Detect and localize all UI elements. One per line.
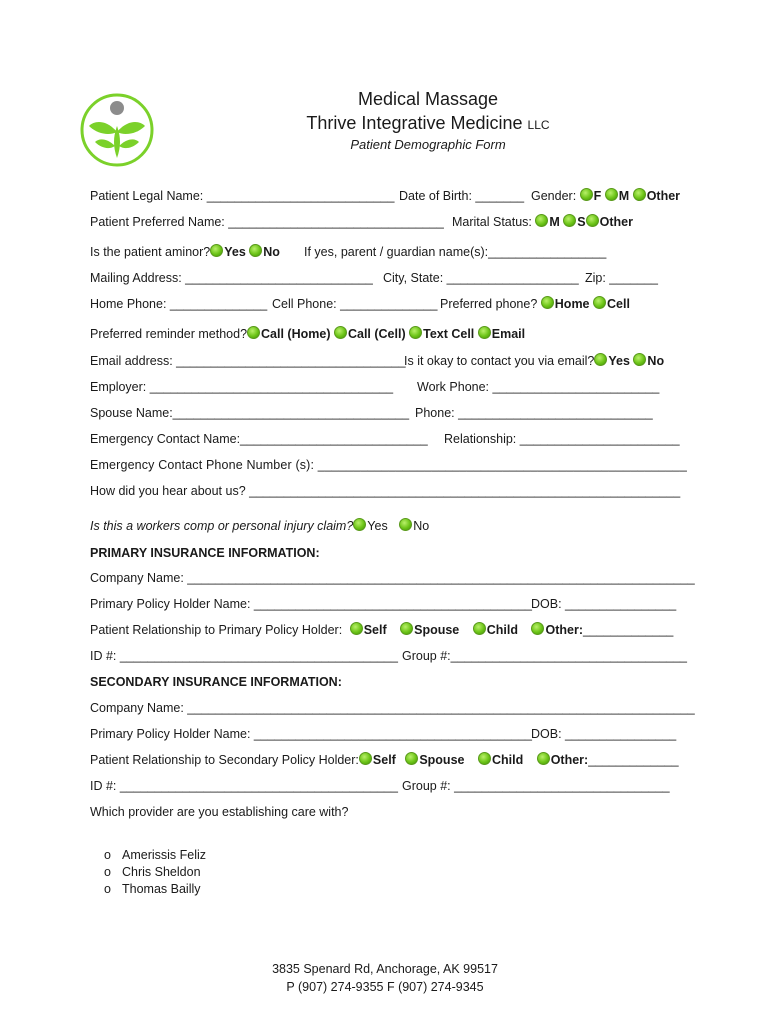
secondary-holder-field[interactable]: Primary Policy Holder Name: ________________________________________: [90, 727, 533, 741]
radio-pref-cell[interactable]: [593, 296, 606, 309]
radio-minor-no[interactable]: [249, 244, 262, 257]
radio-gender-f[interactable]: [580, 188, 593, 201]
reminder-opt-call-cell: Call (Cell): [347, 327, 406, 341]
radio-primary-spouse[interactable]: [400, 622, 413, 635]
org-name: [0, 113, 770, 134]
radio-marital-other[interactable]: [586, 214, 599, 227]
primary-dob-field[interactable]: DOB: ________________: [531, 597, 677, 611]
primary-holder-field[interactable]: Primary Policy Holder Name: ________________________________________: [90, 597, 533, 611]
marital-label: Marital Status:: [452, 215, 532, 229]
radio-reminder-email[interactable]: [478, 326, 491, 339]
gender-opt-f: F: [593, 189, 602, 203]
radio-minor-yes[interactable]: [210, 244, 223, 257]
form-title: Medical Massage: [357, 89, 499, 109]
gender-label: Gender:: [531, 189, 577, 203]
provider-bullet: o: [104, 882, 111, 896]
radio-secondary-other[interactable]: [537, 752, 550, 765]
radio-gender-m[interactable]: [605, 188, 618, 201]
mailing-address-field[interactable]: Mailing Address: ___________________________: [90, 271, 373, 285]
legal-name-field[interactable]: Patient Legal Name: ___________________________: [90, 189, 395, 203]
email-opt-yes: Yes: [608, 354, 630, 368]
secondary-group-field[interactable]: Group #: _______________________________: [402, 779, 670, 793]
radio-reminder-text[interactable]: [409, 326, 422, 339]
claim-opt-no: No: [413, 519, 430, 533]
home-phone-field[interactable]: Home Phone: ______________: [90, 297, 268, 311]
primary-group-field[interactable]: Group #:__________________________________: [402, 649, 688, 663]
pref-opt-home: Home: [554, 297, 590, 311]
minor-group: [90, 244, 280, 260]
emergency-contact-field[interactable]: Emergency Contact Name:___________________________: [90, 432, 428, 446]
primary-opt-spouse: Spouse: [414, 623, 460, 637]
primary-relationship-label: Patient Relationship to Primary Policy Holder:: [90, 623, 343, 637]
secondary-opt-other: Other:: [550, 753, 589, 767]
pref-phone-group: [440, 296, 630, 312]
minor-opt-yes: Yes: [224, 245, 246, 259]
reminder-group: [90, 326, 525, 342]
radio-primary-child[interactable]: [473, 622, 486, 635]
emergency-phone-field[interactable]: Emergency Contact Phone Number (s): ____________________________________________________: [90, 458, 688, 472]
spouse-phone-field[interactable]: Phone: ____________________________: [415, 406, 653, 420]
radio-secondary-self[interactable]: [359, 752, 372, 765]
email-opt-no: No: [647, 354, 665, 368]
radio-reminder-call-home[interactable]: [247, 326, 260, 339]
secondary-relationship-group: [90, 752, 679, 768]
reminder-opt-text: Text Cell: [423, 327, 475, 341]
marital-opt-m: M: [549, 215, 560, 229]
radio-marital-m[interactable]: [535, 214, 548, 227]
city-state-field[interactable]: City, State: ___________________: [383, 271, 579, 285]
form-subtitle: Patient Demographic Form: [350, 137, 506, 152]
secondary-opt-self: Self: [372, 753, 396, 767]
employer-field[interactable]: Employer: ___________________________________: [90, 380, 394, 394]
primary-id-field[interactable]: ID #: ________________________________________: [90, 649, 398, 663]
radio-primary-other[interactable]: [531, 622, 544, 635]
secondary-opt-child: Child: [491, 753, 524, 767]
work-phone-field[interactable]: Work Phone: ________________________: [417, 380, 660, 394]
radio-marital-s[interactable]: [563, 214, 576, 227]
radio-reminder-call-cell[interactable]: [334, 326, 347, 339]
radio-secondary-spouse[interactable]: [405, 752, 418, 765]
provider-bullet: o: [104, 848, 111, 862]
reminder-label: Preferred reminder method?: [90, 327, 248, 341]
dob-field[interactable]: Date of Birth: _______: [399, 189, 525, 203]
provider-option-label: Amerissis Feliz: [122, 848, 207, 862]
primary-other-line[interactable]: _____________: [582, 623, 674, 637]
provider-option[interactable]: [104, 864, 206, 881]
claim-group: [90, 518, 429, 534]
secondary-relationship-label: Patient Relationship to Secondary Policy Holder:: [90, 753, 359, 767]
spouse-name-field[interactable]: Spouse Name:__________________________________: [90, 406, 410, 420]
hear-about-field[interactable]: How did you hear about us? ______________________________________________________________: [90, 484, 681, 498]
email-ok-label: Is it okay to contact you via email?: [404, 354, 595, 368]
secondary-opt-spouse: Spouse: [419, 753, 465, 767]
email-ok-group: [404, 353, 664, 369]
org-name-text: Thrive Integrative Medicine: [306, 113, 523, 133]
secondary-insurance-heading: SECONDARY INSURANCE INFORMATION:: [90, 675, 342, 689]
secondary-company-field[interactable]: Company Name: _________________________________________________________________________: [90, 701, 695, 715]
minor-opt-no: No: [263, 245, 280, 259]
primary-insurance-heading: PRIMARY INSURANCE INFORMATION:: [90, 546, 320, 560]
footer-phones: P (907) 274-9355 F (907) 274-9345: [286, 980, 484, 994]
relationship-field[interactable]: Relationship: _______________________: [444, 432, 680, 446]
secondary-other-line[interactable]: _____________: [588, 753, 679, 767]
gender-opt-other: Other: [646, 189, 681, 203]
footer-address: 3835 Spenard Rd, Anchorage, AK 99517: [272, 962, 498, 976]
pref-opt-cell: Cell: [607, 297, 630, 311]
radio-secondary-child[interactable]: [478, 752, 491, 765]
radio-email-yes[interactable]: [594, 353, 607, 366]
gender-opt-m: M: [618, 189, 630, 203]
radio-gender-other[interactable]: [633, 188, 646, 201]
org-suffix: LLC: [527, 118, 550, 132]
primary-opt-child: Child: [486, 623, 518, 637]
radio-pref-home[interactable]: [541, 296, 554, 309]
secondary-id-field[interactable]: ID #: ________________________________________: [90, 779, 398, 793]
primary-opt-other: Other:: [545, 623, 583, 637]
email-field[interactable]: Email address: _________________________________: [90, 354, 406, 368]
radio-primary-self[interactable]: [350, 622, 363, 635]
provider-option[interactable]: [104, 847, 206, 864]
provider-option-label: Thomas Bailly: [122, 882, 201, 896]
primary-opt-self: Self: [363, 623, 387, 637]
pref-phone-label: Preferred phone?: [440, 297, 538, 311]
claim-label: Is this a workers comp or personal injury claim?: [90, 519, 354, 533]
marital-group: [452, 214, 633, 230]
secondary-dob-field[interactable]: DOB: ________________: [531, 727, 677, 741]
reminder-opt-call-home: Call (Home): [261, 327, 331, 341]
reminder-opt-email: Email: [491, 327, 526, 341]
preferred-name-field[interactable]: Patient Preferred Name: _______________________________: [90, 215, 444, 229]
radio-claim-yes[interactable]: [353, 518, 366, 531]
marital-opt-other: Other: [599, 215, 633, 229]
provider-option[interactable]: [104, 881, 206, 898]
marital-opt-s: S: [577, 215, 586, 229]
minor-label: Is the patient aminor?: [90, 245, 211, 259]
primary-company-field[interactable]: Company Name: _________________________________________________________________________: [90, 571, 695, 585]
claim-opt-yes: Yes: [367, 519, 388, 533]
provider-option-label: Chris Sheldon: [122, 865, 201, 879]
provider-bullet: o: [104, 865, 111, 879]
primary-relationship-group: [90, 622, 673, 638]
gender-group: [531, 188, 680, 204]
radio-email-no[interactable]: [633, 353, 646, 366]
cell-phone-field[interactable]: Cell Phone: ______________: [272, 297, 438, 311]
provider-list: [104, 847, 206, 898]
provider-question: Which provider are you establishing care with?: [90, 805, 349, 819]
guardian-field[interactable]: If yes, parent / guardian name(s):_________________: [304, 245, 607, 259]
zip-field[interactable]: Zip: _______: [585, 271, 658, 285]
radio-claim-no[interactable]: [399, 518, 412, 531]
